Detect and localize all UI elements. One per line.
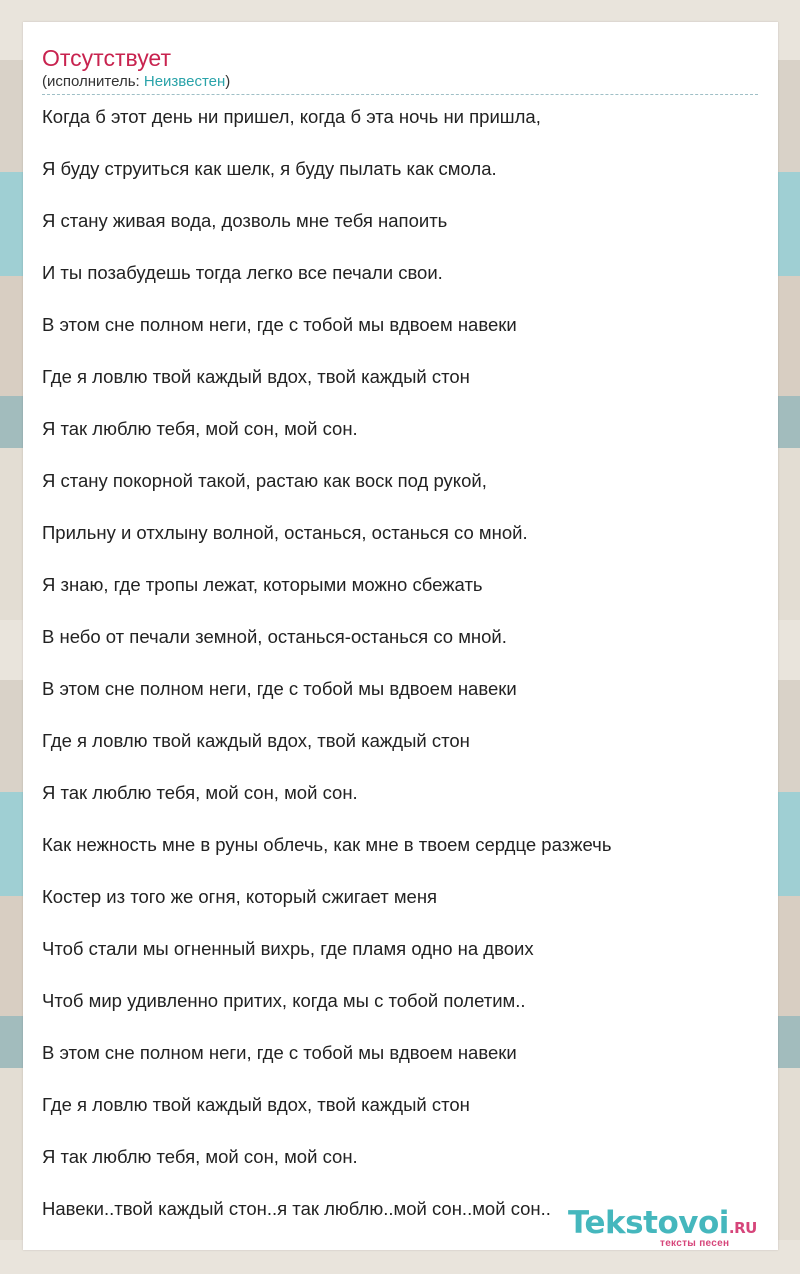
lyrics-line: Я стану покорной такой, растаю как воск под рукой, [42,470,487,491]
logo-tagline: тексты песен [660,1238,730,1249]
lyrics-line: Навеки..твой каждый стон..я так люблю..мой сон..мой сон.. [42,1198,551,1219]
lyrics-line: Где я ловлю твой каждый вдох, твой каждый стон [42,730,470,751]
performer-prefix: (исполнитель: [42,73,144,90]
lyrics-line: Прильну и отхлыну волной, останься, останься со мной. [42,522,528,543]
lyrics-line: Чтоб мир удивленно притих, когда мы с тобой полетим.. [42,990,526,1011]
lyrics-line: Где я ловлю твой каждый вдох, твой каждый стон [42,366,470,387]
lyrics-line: В небо от печали земной, останься-останься со мной. [42,626,507,647]
performer-line [42,72,758,92]
lyrics-line: Чтоб стали мы огненный вихрь, где пламя одно на двоих [42,938,534,959]
performer-suffix: ) [225,73,231,90]
lyrics-line: Я знаю, где тропы лежат, которыми можно сбежать [42,574,483,595]
lyrics-line: В этом сне полном неги, где с тобой мы вдвоем навеки [42,678,517,699]
logo-tld: .RU [728,1219,757,1237]
lyrics-line: Я так люблю тебя, мой сон, мой сон. [42,418,358,439]
lyrics-line: В этом сне полном неги, где с тобой мы вдвоем навеки [42,1042,517,1063]
lyrics-line: Я стану живая вода, дозволь мне тебя напоить [42,210,448,231]
logo-name: Tekstovoi [568,1205,729,1241]
site-logo[interactable] [568,1205,778,1253]
lyrics-line: Когда б этот день ни пришел, когда б эта ночь ни пришла, [42,106,541,127]
lyrics-body [42,102,762,1246]
lyrics-line: В этом сне полном неги, где с тобой мы вдвоем навеки [42,314,517,335]
lyrics-line: Где я ловлю твой каждый вдох, твой каждый стон [42,1094,470,1115]
lyrics-line: Костер из того же огня, который сжигает меня [42,886,438,907]
lyrics-card [23,22,778,1250]
song-header [42,44,758,95]
performer-link[interactable]: Неизвестен [143,73,226,90]
lyrics-line: Как нежность мне в руны облечь, как мне в твоем сердце разжечь [42,834,612,855]
lyrics-line: Я так люблю тебя, мой сон, мой сон. [42,782,358,803]
lyrics-line: Я так люблю тебя, мой сон, мой сон. [42,1146,358,1167]
lyrics-line: И ты позабудешь тогда легко все печали свои. [42,262,443,283]
lyrics-line: Я буду струиться как шелк, я буду пылать как смола. [42,158,497,179]
song-title: Отсутствует [42,45,171,71]
